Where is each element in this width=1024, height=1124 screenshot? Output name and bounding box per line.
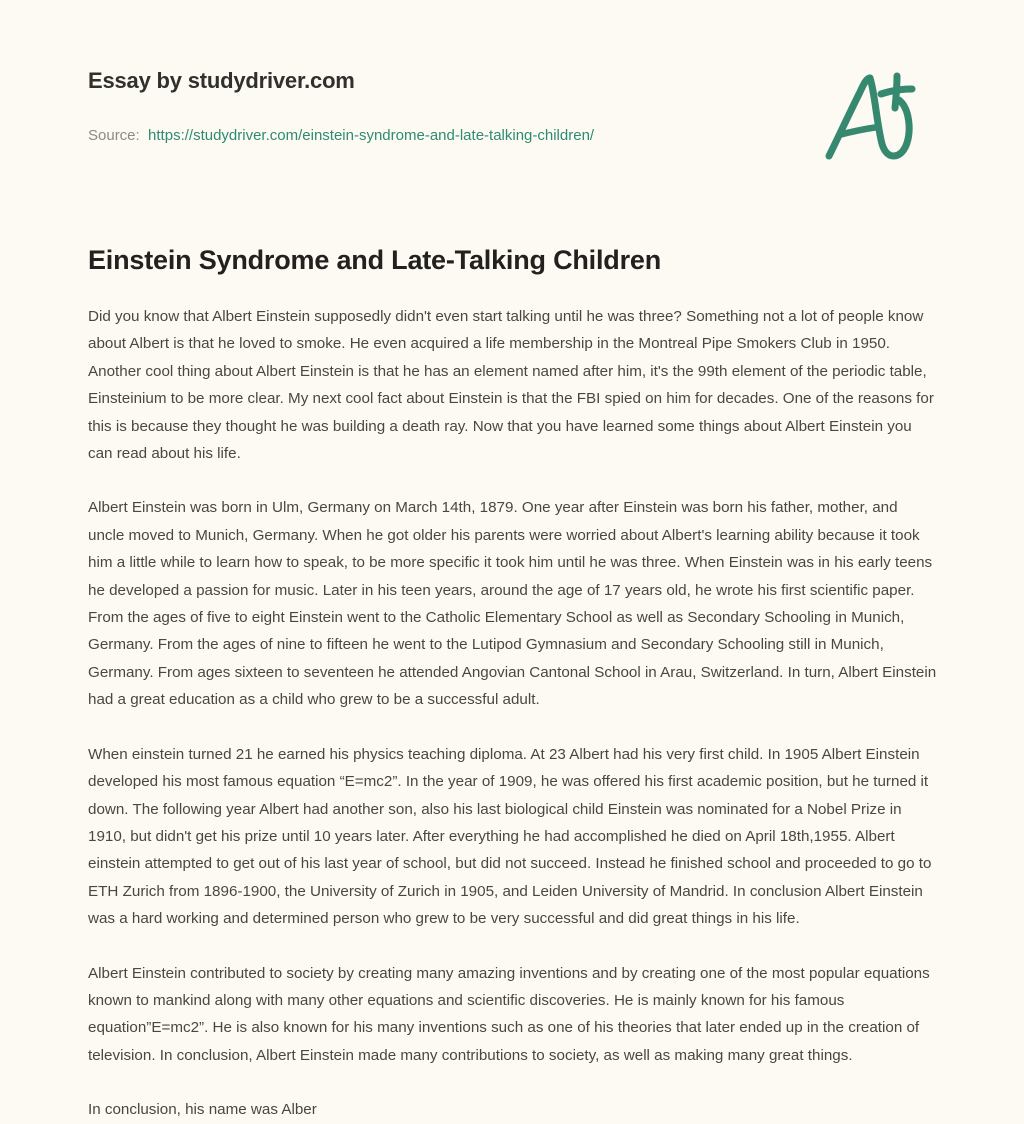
source-url-link[interactable]: https://studydriver.com/einstein-syndrome-and-late-talking-children/ xyxy=(148,127,595,144)
paragraph-2: Albert Einstein was born in Ulm, Germany on March 14th, 1879. One year after Einstein was born his father, mother, and uncle moved to Munich, Germany. When he got older his parents were worried about Albert's learning ability because it took him a little while to learn how to speak, to be more specific it took him until he was three. When Einstein was in his early teens he developed a passion for music. Later in his teen years, around the age of 17 years old, he wrote his first scientific paper. From the ages of five to eight Einstein went to the Catholic Elementary School as well as Secondary Schooling in Munich, Germany. From the ages of nine to fifteen he went to the Lutipod Gymnasium and Secondary Schooling still in Munich, Germany. From ages sixteen to seventeen he attended Angovian Cantonal School in Arau, Switzerland. In turn, Albert Einstein had a great education as a child who grew to be a successful adult. xyxy=(88,499,937,709)
paragraph-4: Albert Einstein contributed to society by creating many amazing inventions and by creating one of the most popular equations known to mankind along with many other equations and scientific discoveries. He is mainly known for his famous equation”E=mc2”. He is also known for his many inventions such as one of his theories that later ended up in the creation of television. In conclusion, Albert Einstein made many contributions to society, as well as making many great things. xyxy=(88,964,930,1064)
source-label: Source: xyxy=(88,127,140,144)
article xyxy=(88,243,938,1124)
paragraph-5: In conclusion, his name was Alber xyxy=(88,1101,317,1119)
paragraph-3: When einstein turned 21 he earned his physics teaching diploma. At 23 Albert had his very first child. In 1905 Albert Einstein developed his most famous equation “E=mc2”. In the year of 1909, he was offered his first academic position, but he turned it down. The following year Albert had another son, also his last biological child Einstein was nominated for a Nobel Prize in 1910, but didn't get his prize until 10 years later. After everything he had accomplished he died on April 18th,1955. Albert einstein attempted to get out of his last year of school, but did not succeed. Instead he finished school and proceeded to go to ETH Zurich from 1896-1900, the University of Zurich in 1905, and Leiden University of Mandrid. In conclusion Albert Einstein was a hard working and determined person who grew to be very successful and did great things in his life. xyxy=(88,745,932,928)
paragraph-1: Did you know that Albert Einstein supposedly didn't even start talking until he was three? Something not a lot of people know about Albert is that he loved to smoke. He even acquired a life membership in the Montreal Pipe Smokers Club in 1950. Another cool thing about Albert Einstein is that he has an element named after him, it's the 99th element of the periodic table, Einsteinium to be more clear. My next cool fact about Einstein is that the FBI spied on him for decades. One of the reasons for this is because they thought he was building a death ray. Now that you have learned some things about Albert Einstein you can read about his life. xyxy=(88,308,934,463)
source-line xyxy=(88,127,594,144)
article-body xyxy=(88,303,938,1124)
page-header xyxy=(0,0,1024,200)
byline: Essay by studydriver.com xyxy=(88,68,355,93)
page-title: Einstein Syndrome and Late-Talking Children xyxy=(88,245,661,275)
a-plus-logo-icon xyxy=(812,62,932,172)
